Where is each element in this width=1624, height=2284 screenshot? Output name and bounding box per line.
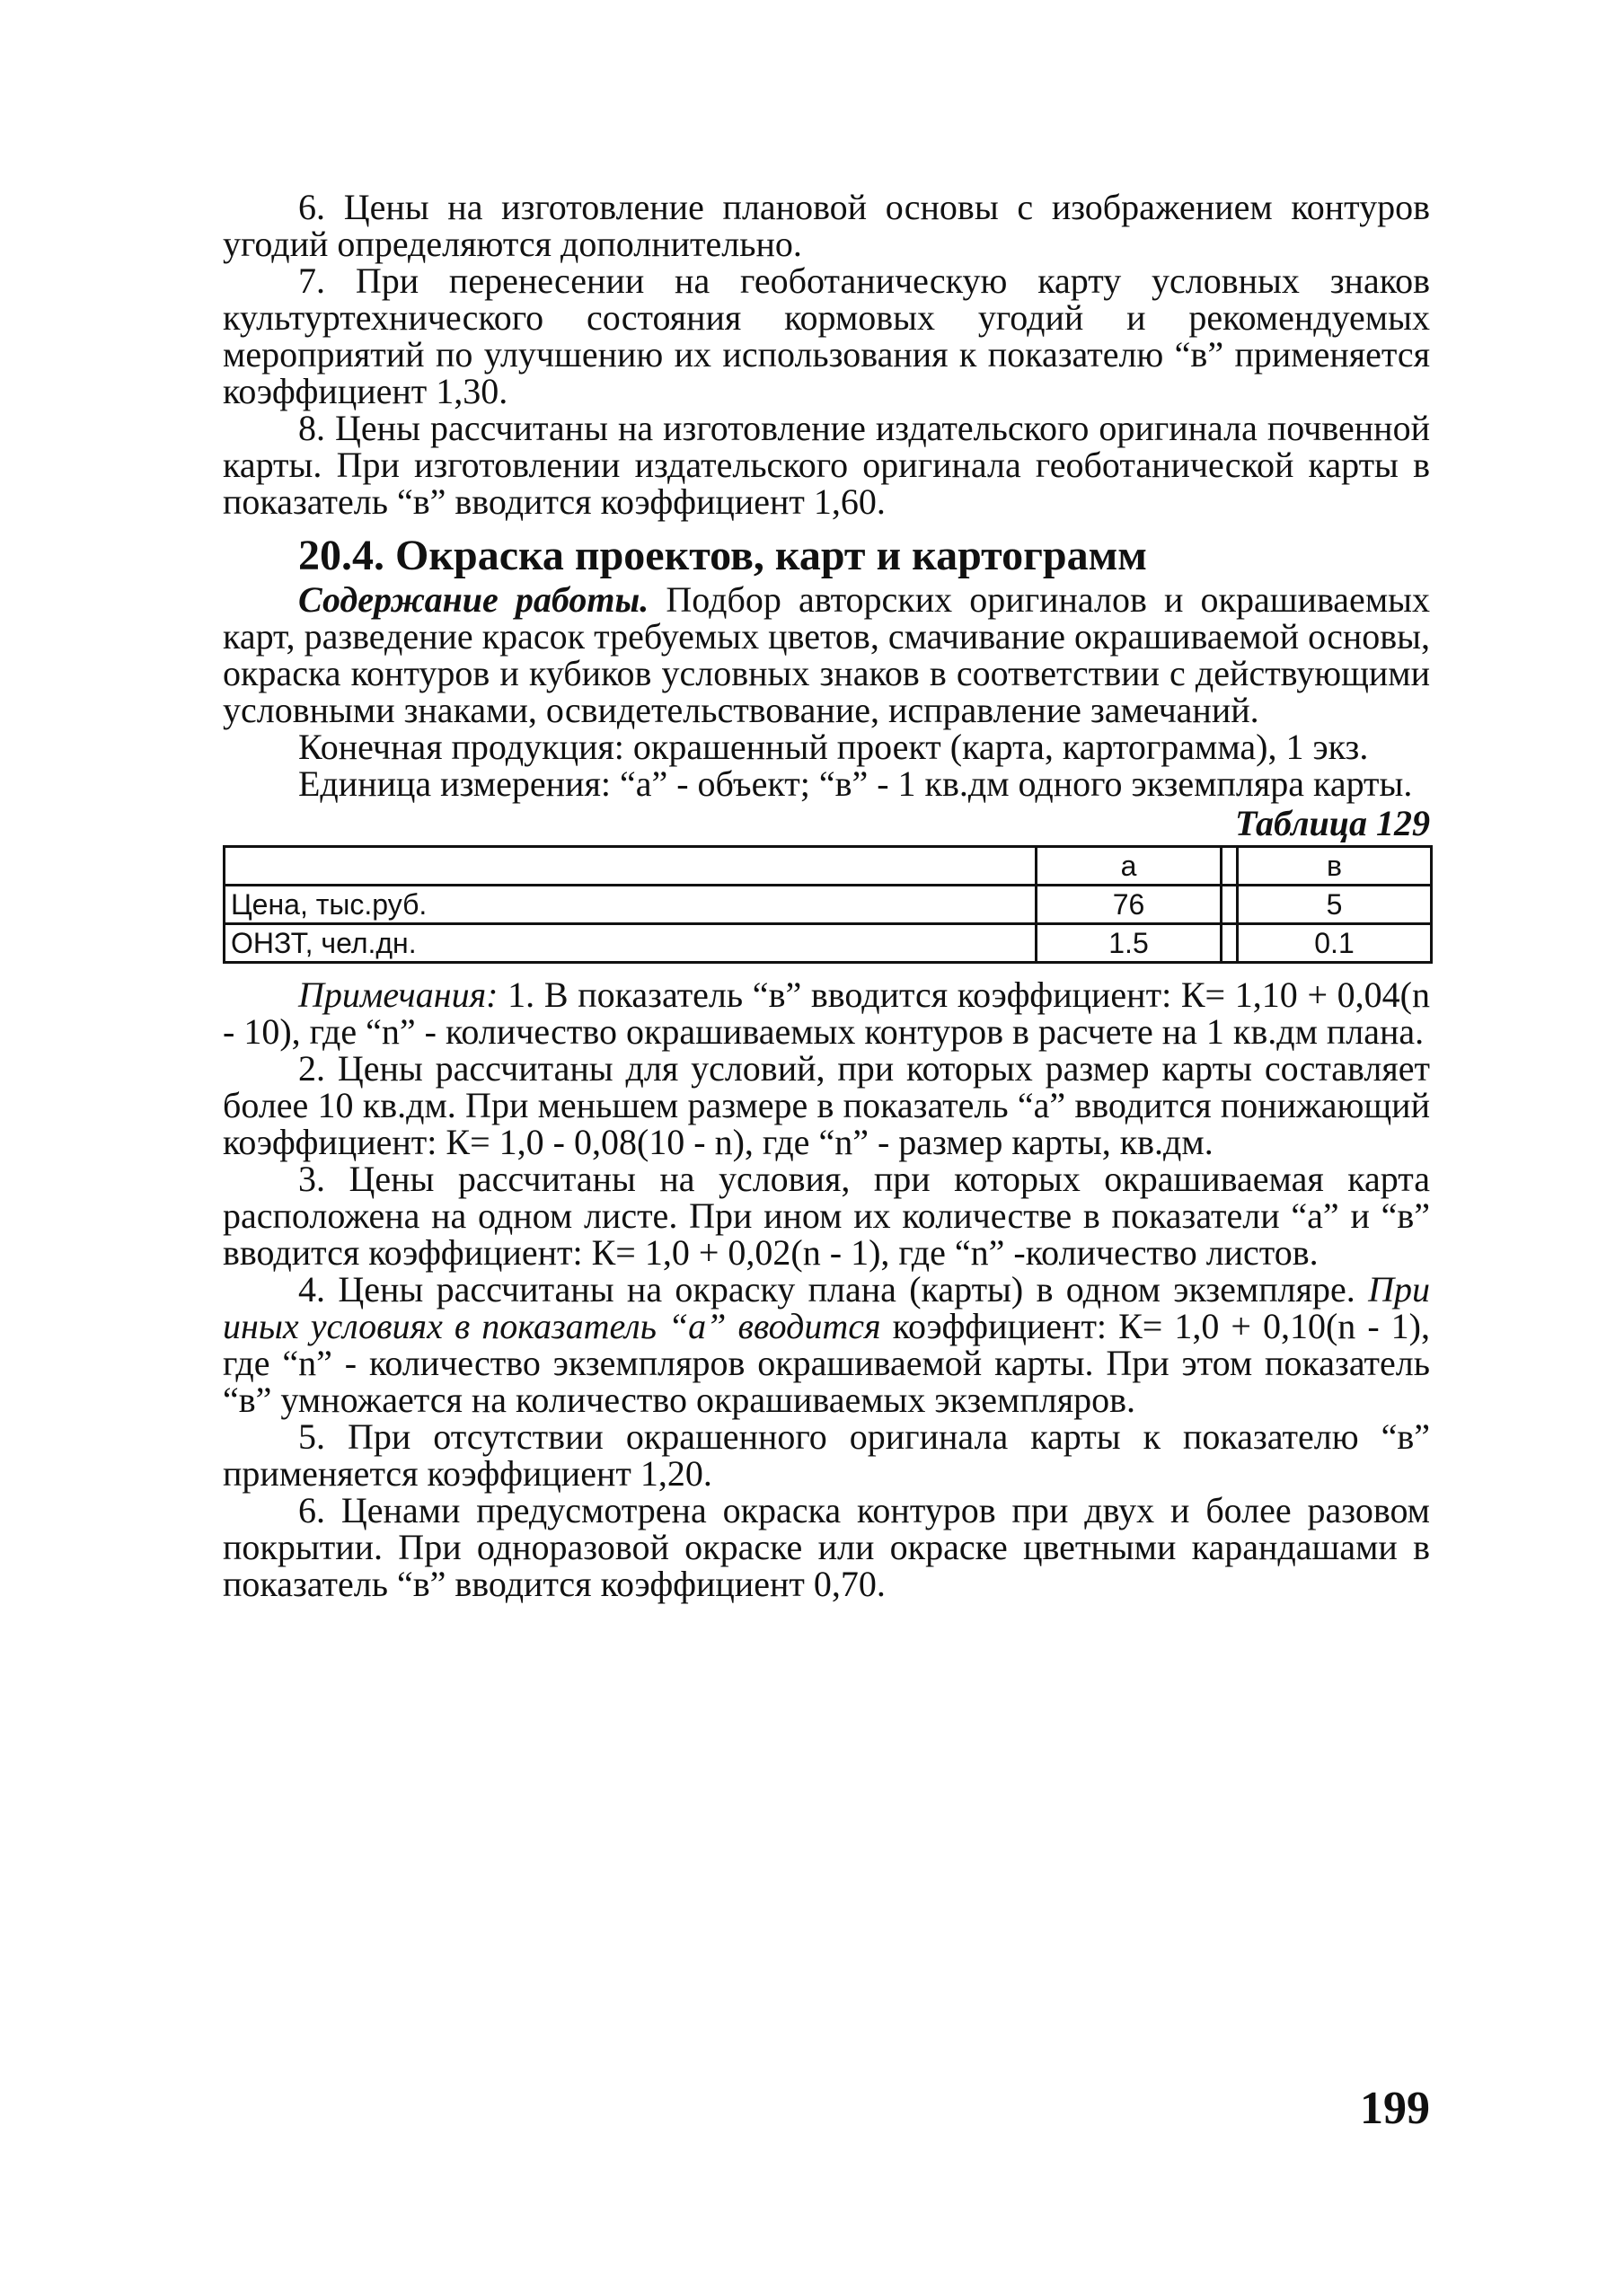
table-cell-v: 0.1 <box>1238 924 1432 963</box>
work-content-text: Подбор авторских оригиналов и окрашиваемых карт, разведение красок требуемых цветов, смачивание окрашиваемой основы, окраска контуров и кубиков условных знаков в соответствии с действующими условными знаками, освидетельствование, исправление замечаний. <box>223 579 1430 730</box>
work-content-label: Содержание работы. <box>298 579 649 620</box>
table-row <box>225 886 1432 924</box>
table-header-a: а <box>1037 847 1222 886</box>
table-column-gap <box>1222 847 1238 886</box>
table-header-row <box>225 847 1432 886</box>
paragraph-7: 7. При перенесении на геоботаническую карту условных знаков культуртехнического состояния кормовых угодий и рекомендуемых мероприятий по улучшению их использования к показателю “в” применяется коэффициент 1,30. <box>223 260 1430 411</box>
final-product: Конечная продукция: окрашенный проект (карта, картограмма), 1 экз. <box>298 727 1369 767</box>
note-1 <box>223 976 1430 1050</box>
table-column-gap <box>1222 924 1238 963</box>
table-caption: Таблица 129 <box>1235 803 1430 843</box>
notes-label: Примечания: <box>298 974 499 1015</box>
note-2: 2. Цены рассчитаны для условий, при которых размер карты составляет более 10 кв.дм. При меньшем размере в показатель “а” вводится понижающий коэффициент: К= 1,0 - 0,08(10 - n), где “n” - размер карты, кв.дм. <box>223 1048 1430 1162</box>
note-1-text: 1. В показатель “в” вводится коэффициент: К= 1,10 + 0,04(n - 10), где “n” - количество окрашиваемых контуров в расчете на 1 кв.дм плана. <box>223 974 1430 1052</box>
table-column-gap <box>1222 886 1238 924</box>
note-4-text-a: 4. Цены рассчитаны на окраску плана (карты) в одном экземпляре. <box>298 1269 1369 1310</box>
paragraph-8: 8. Цены рассчитаны на изготовление издательского оригинала почвенной карты. При изготовлении издательского оригинала геоботанической карты в показатель “в” вводится коэффициент 1,60. <box>223 408 1430 522</box>
paragraph-6: 6. Цены на изготовление плановой основы с изображением контуров угодий определяются дополнительно. <box>223 187 1430 264</box>
table-cell-a: 76 <box>1037 886 1222 924</box>
note-4-text-c: коэффициент: К= 1,0 + 0,10(n - 1), где “n” - количество экземпляров окрашиваемой карты. При этом показатель “в” умножается на количество окрашиваемых экземпляров. <box>223 1306 1430 1420</box>
table-cell-label: ОНЗТ, чел.дн. <box>225 924 1037 963</box>
note-5: 5. При отсутствии окрашенного оригинала карты к показателю “в” применяется коэффициент 1,20. <box>223 1416 1430 1494</box>
note-4-italic: При иных условиях в показатель “а” вводится <box>223 1269 1430 1346</box>
table-cell-a: 1.5 <box>1037 924 1222 963</box>
table-cell-v: 5 <box>1238 886 1432 924</box>
table-header-v: в <box>1238 847 1432 886</box>
table-header-empty <box>225 847 1037 886</box>
table-cell-label: Цена, тыс.руб. <box>225 886 1037 924</box>
price-table <box>223 845 1433 964</box>
note-6: 6. Ценами предусмотрена окраска контуров при двух и более разовом покрытии. При одноразовой окраске или окраске цветными карандашами в показатель “в” вводится коэффициент 0,70. <box>223 1490 1430 1604</box>
note-4 <box>223 1271 1430 1418</box>
work-content <box>223 581 1430 728</box>
unit-of-measure: Единица измерения: “а” - объект; “в” - 1 кв.дм одного экземпляра карты. <box>298 763 1413 804</box>
note-3: 3. Цены рассчитаны на условия, при которых окрашиваемая карта расположена на одном листе. При ином их количестве в показатели “а” и “в” вводится коэффициент: К= 1,0 + 0,02(n - 1), где “n” -количество листов. <box>223 1159 1430 1273</box>
page-number: 199 <box>1360 2083 1430 2134</box>
table-row <box>225 924 1432 963</box>
section-title: 20.4. Окраска проектов, карт и картограмм <box>298 532 1147 579</box>
page-body <box>223 189 1430 1602</box>
